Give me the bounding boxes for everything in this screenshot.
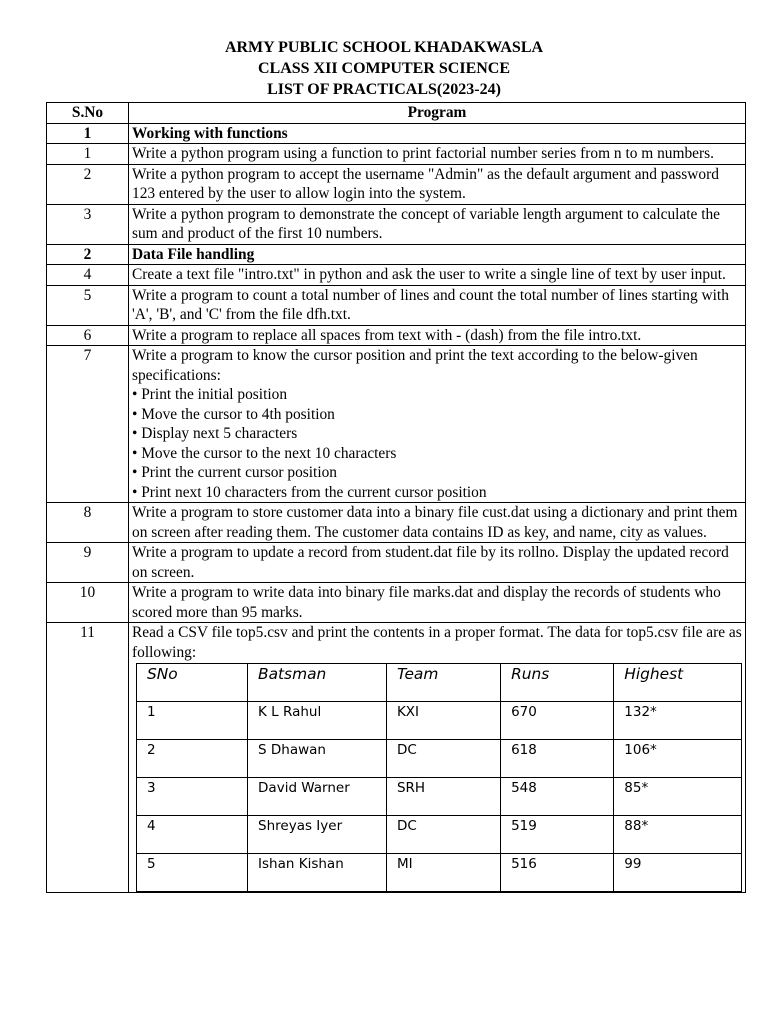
row-sno: 2 <box>47 164 129 204</box>
row-sno: 2 <box>47 244 129 265</box>
csv-cell: Shreyas Iyer <box>248 816 387 854</box>
school-name: ARMY PUBLIC SCHOOL KHADAKWASLA <box>224 39 544 56</box>
table-row <box>47 285 746 325</box>
program-text: Data File handling <box>132 245 255 263</box>
csv-row <box>137 816 742 854</box>
table-row <box>47 204 746 244</box>
csv-row <box>137 778 742 816</box>
csv-header-cell: Runs <box>501 664 614 702</box>
specification-item: • Move the cursor to the next 10 characters <box>132 444 397 462</box>
program-text: Write a program to replace all spaces from text with - (dash) from the file intro.txt. <box>132 326 642 344</box>
program-text: Write a program to count a total number of lines and count the total number of lines starting with 'A', 'B', and 'C' from the file dfh.txt. <box>132 286 729 323</box>
program-cell <box>129 144 746 165</box>
program-text: Write a program to update a record from student.dat file by its rollno. Display the updated record on screen. <box>132 544 729 581</box>
program-cell <box>129 325 746 346</box>
csv-header-cell: Batsman <box>248 664 387 702</box>
row-sno: 6 <box>47 325 129 346</box>
specification-item: • Display next 5 characters <box>132 425 298 442</box>
program-text: Write a program to write data into binary file marks.dat and display the records of students who scored more than 95 marks. <box>132 584 721 621</box>
row-sno: 1 <box>47 123 129 144</box>
col-sno-header: S.No <box>47 103 129 124</box>
table-row <box>47 265 746 286</box>
csv-cell: 132* <box>614 702 742 740</box>
program-cell <box>129 543 746 583</box>
row-sno: 11 <box>47 623 129 893</box>
program-text: Write a python program to demonstrate the concept of variable length argument to calculate the sum and product of the first 10 numbers. <box>132 205 720 242</box>
program-cell <box>129 583 746 623</box>
table-row <box>47 623 746 893</box>
table-row <box>47 346 746 503</box>
program-text: Write a program to store customer data into a binary file cust.dat using a dictionary and print them on screen after reading them. The customer data contains ID as key, and name, city as values. <box>132 504 738 541</box>
row-sno: 8 <box>47 503 129 543</box>
csv-cell: Ishan Kishan <box>248 854 387 892</box>
csv-cell: DC <box>386 740 500 778</box>
csv-row <box>137 702 742 740</box>
table-row <box>47 503 746 543</box>
csv-header-row <box>137 664 742 702</box>
csv-cell: 3 <box>137 778 248 816</box>
csv-cell: KXI <box>386 702 500 740</box>
csv-cell: 1 <box>137 702 248 740</box>
program-cell <box>129 164 746 204</box>
csv-header-cell: Highest <box>614 664 742 702</box>
table-row <box>47 543 746 583</box>
row-sno: 3 <box>47 204 129 244</box>
row-sno: 9 <box>47 543 129 583</box>
program-text: Write a python program to accept the username "Admin" as the default argument and password 123 entered by the user to allow login into the system. <box>132 165 719 202</box>
col-program-header: Program <box>129 103 746 124</box>
list-title: LIST OF PRACTICALS(2023-24) <box>267 81 501 98</box>
program-cell <box>129 204 746 244</box>
csv-cell: 548 <box>501 778 614 816</box>
csv-cell: 99 <box>614 854 742 892</box>
program-text: Read a CSV file top5.csv and print the contents in a proper format. The data for top5.csv file are as following: <box>132 624 742 661</box>
csv-cell: MI <box>386 854 500 892</box>
csv-cell: 2 <box>137 740 248 778</box>
program-text: Write a program to know the cursor position and print the text according to the below-given specifications: <box>132 347 698 384</box>
program-cell <box>129 346 746 503</box>
program-cell <box>129 285 746 325</box>
section-row <box>47 123 746 144</box>
specification-list <box>132 385 742 502</box>
csv-row <box>137 740 742 778</box>
document-header <box>0 37 768 100</box>
table-row <box>47 144 746 165</box>
csv-row <box>137 854 742 892</box>
table-row <box>47 583 746 623</box>
row-sno: 10 <box>47 583 129 623</box>
table-header-row <box>47 103 746 124</box>
csv-cell: DC <box>386 816 500 854</box>
program-text: Create a text file "intro.txt" in python and ask the user to write a single line of text by user input. <box>132 266 726 283</box>
practicals-body <box>47 123 746 893</box>
csv-cell: 516 <box>501 854 614 892</box>
csv-cell: 618 <box>501 740 614 778</box>
csv-cell: S Dhawan <box>248 740 387 778</box>
row-sno: 5 <box>47 285 129 325</box>
specification-item: • Print the current cursor position <box>132 464 338 481</box>
section-title <box>129 123 746 144</box>
specification-item: • Print next 10 characters from the current cursor position <box>132 483 487 501</box>
program-text: Write a python program using a function to print factorial number series from n to m numbers. <box>132 145 714 162</box>
row-sno: 7 <box>47 346 129 503</box>
practicals-table <box>46 102 746 893</box>
csv-cell: SRH <box>386 778 500 816</box>
program-text: Working with functions <box>132 124 288 142</box>
csv-cell: David Warner <box>248 778 387 816</box>
csv-cell: 88* <box>614 816 742 854</box>
csv-cell: 5 <box>137 854 248 892</box>
table-row <box>47 164 746 204</box>
csv-header-cell: Team <box>386 664 500 702</box>
csv-cell: K L Rahul <box>248 702 387 740</box>
program-cell <box>129 265 746 286</box>
row-sno: 4 <box>47 265 129 286</box>
row-sno: 1 <box>47 144 129 165</box>
class-title: CLASS XII COMPUTER SCIENCE <box>257 60 511 77</box>
specification-item: • Print the initial position <box>132 386 288 403</box>
csv-data-table <box>136 663 742 892</box>
section-title <box>129 244 746 265</box>
csv-cell: 519 <box>501 816 614 854</box>
csv-cell: 670 <box>501 702 614 740</box>
section-row <box>47 244 746 265</box>
csv-cell: 4 <box>137 816 248 854</box>
table-row <box>47 325 746 346</box>
csv-cell: 85* <box>614 778 742 816</box>
csv-cell: 106* <box>614 740 742 778</box>
program-cell <box>129 503 746 543</box>
csv-header-cell: SNo <box>137 664 248 702</box>
program-cell <box>129 623 746 893</box>
specification-item: • Move the cursor to 4th position <box>132 405 335 423</box>
